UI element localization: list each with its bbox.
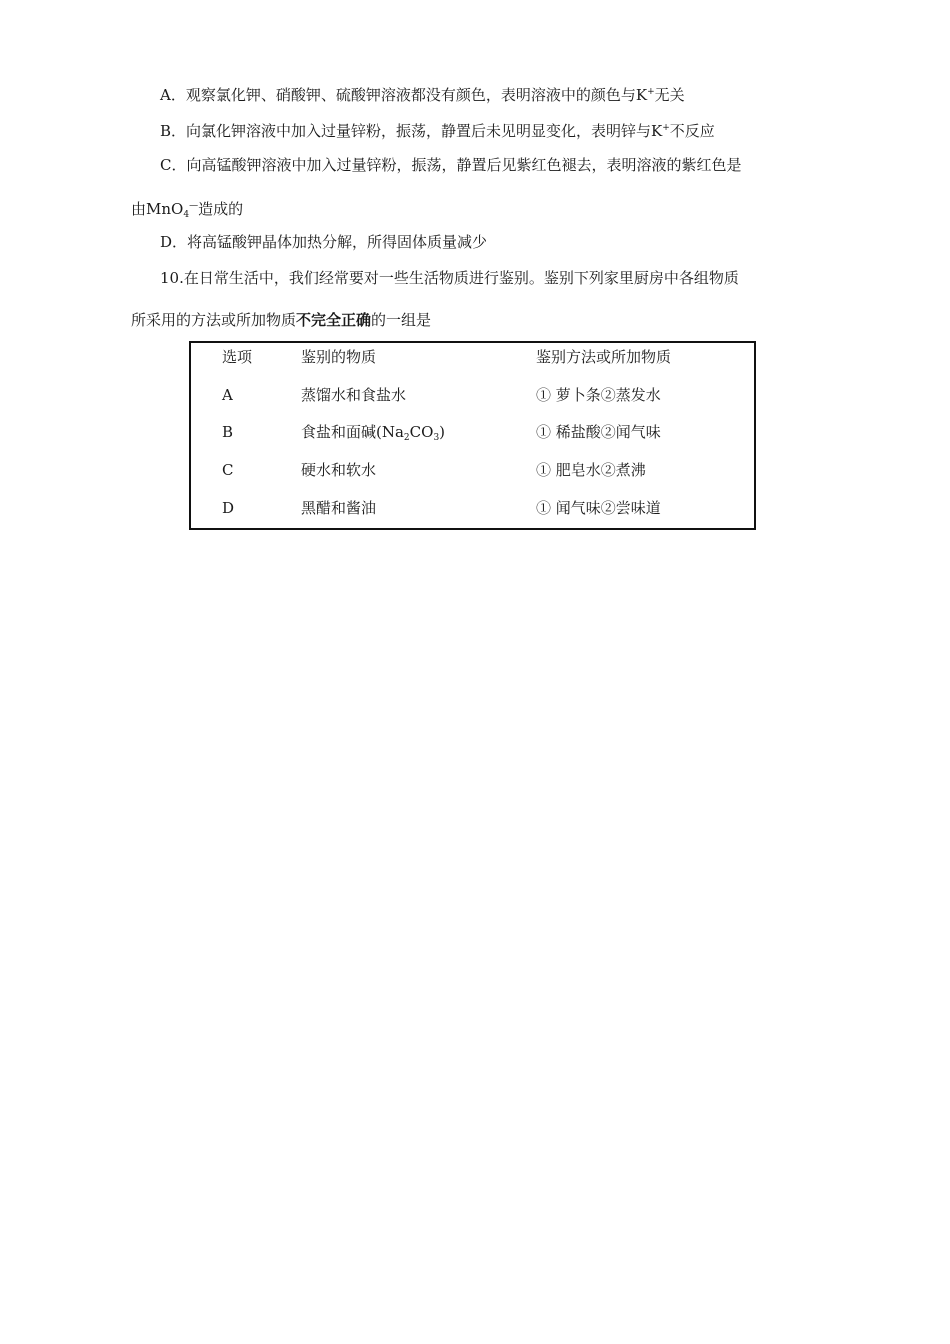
formula-subscript: 2 bbox=[403, 433, 410, 443]
formula-subscript: 3 bbox=[433, 433, 440, 443]
table-cell-method: ① 闻气味②尝味道 bbox=[536, 499, 661, 517]
option-a-text: 观察氯化钾、硝酸钾、硫酸钾溶液都没有颜色，表明溶液中的颜色与K bbox=[185, 86, 648, 104]
question-number: 10. bbox=[160, 269, 184, 287]
option-c-text-cont: 由MnO bbox=[131, 200, 184, 218]
table-cell-option: D bbox=[222, 499, 235, 517]
question-10-text-end: 的一组是 bbox=[371, 311, 432, 329]
option-c-line2 bbox=[131, 196, 243, 225]
table-cell-method: ① 萝卜条②蒸发水 bbox=[536, 386, 661, 404]
table-header-method: 鉴别方法或所加物质 bbox=[536, 348, 672, 366]
substance-text: ) bbox=[439, 423, 446, 441]
table-cell-option: C bbox=[222, 461, 234, 479]
potassium-charge: + bbox=[662, 123, 670, 133]
option-b-text-end: 不反应 bbox=[669, 122, 715, 140]
option-a bbox=[160, 82, 685, 105]
permanganate-charge: — bbox=[189, 201, 199, 211]
table-cell-substance bbox=[301, 422, 445, 448]
table-header-option: 选项 bbox=[222, 348, 253, 366]
option-c-text-end: 造成的 bbox=[198, 200, 244, 218]
question-10-text-cont: 所采用的方法或所加物质 bbox=[131, 311, 297, 329]
question-10-line2 bbox=[131, 310, 431, 330]
option-d-text: 将高锰酸钾晶体加热分解，所得固体质量减少 bbox=[187, 233, 488, 251]
permanganate-subscript: 4 bbox=[183, 210, 190, 220]
option-a-text-end: 无关 bbox=[654, 86, 685, 104]
question-10-line1 bbox=[160, 268, 739, 288]
substance-text: CO bbox=[409, 423, 434, 441]
table-cell-option: A bbox=[222, 386, 233, 404]
table-cell-option: B bbox=[222, 423, 234, 441]
table-cell-substance: 硬水和软水 bbox=[301, 461, 377, 479]
option-c-line1 bbox=[160, 155, 742, 175]
table-cell-method: ① 肥皂水②煮沸 bbox=[536, 461, 646, 479]
option-a-label: A． bbox=[160, 86, 186, 104]
option-b-label: B． bbox=[160, 122, 187, 140]
potassium-charge: + bbox=[647, 87, 655, 97]
substance-text: 食盐和面碱(Na bbox=[301, 423, 404, 441]
table-cell-substance: 黑醋和酱油 bbox=[301, 499, 377, 517]
option-d bbox=[160, 232, 487, 252]
table-cell-method: ① 稀盐酸②闻气味 bbox=[536, 423, 661, 441]
question-10-emphasis: 不完全正确 bbox=[296, 311, 372, 329]
option-b-text: 向氯化钾溶液中加入过量锌粉，振荡，静置后未见明显变化，表明锌与K bbox=[186, 122, 663, 140]
identification-table bbox=[189, 341, 756, 530]
table-cell-substance: 蒸馏水和食盐水 bbox=[301, 386, 407, 404]
option-c-label: C． bbox=[160, 156, 187, 174]
option-c-text: 向高锰酸钾溶液中加入过量锌粉，振荡，静置后见紫红色褪去，表明溶液的紫红色是 bbox=[186, 156, 742, 174]
question-10-text: 在日常生活中，我们经常要对一些生活物质进行鉴别。鉴别下列家里厨房中各组物质 bbox=[183, 269, 739, 287]
option-b bbox=[160, 118, 715, 141]
option-d-label: D． bbox=[160, 233, 188, 251]
table-header-substance: 鉴别的物质 bbox=[301, 348, 377, 366]
